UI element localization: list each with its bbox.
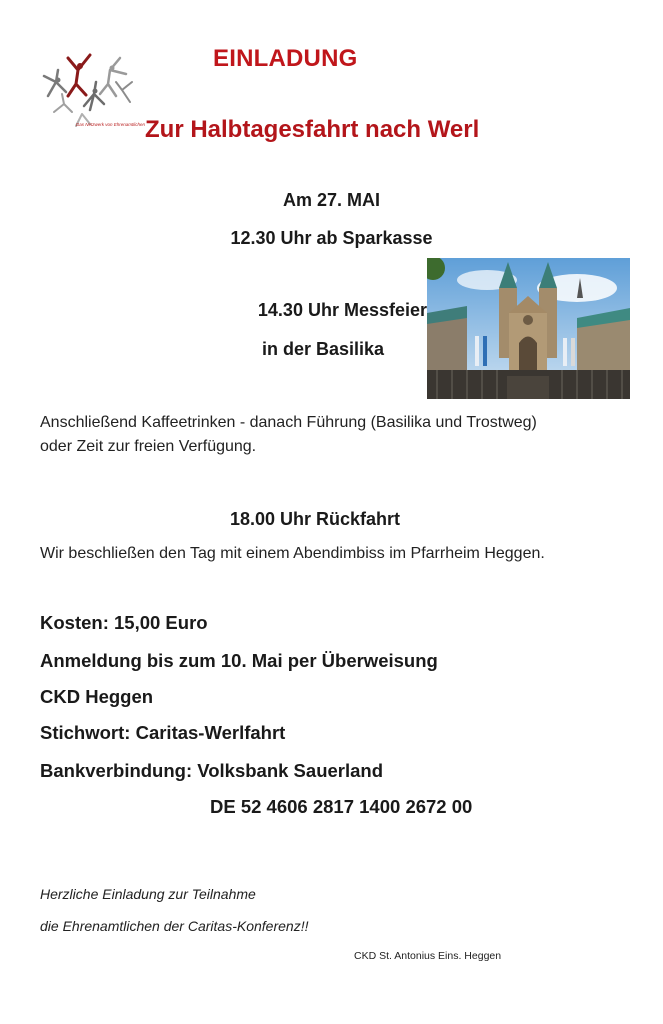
bank-connection: Bankverbindung: Volksbank Sauerland <box>40 760 384 781</box>
mass-time: 14.30 Uhr Messfeier <box>257 300 427 320</box>
closing-text: Wir beschließen den Tag mit einem Abendimbiss im Pfarrheim Heggen. <box>40 545 545 562</box>
mass-place: in der Basilika <box>262 339 385 359</box>
event-date: Am 27. MAI <box>282 190 381 210</box>
invitation-line-2: die Ehrenamtlichen der Caritas-Konferenz!! <box>40 918 309 934</box>
activities-line-2: oder Zeit zur freien Verfügung. <box>40 438 257 455</box>
footer-signature: CKD St. Antonius Eins. Heggen <box>354 950 502 962</box>
page-subtitle: Zur Halbtagesfahrt nach Werl <box>145 116 480 143</box>
logo-text: Das Netzwerk von Ehrenamtlichen <box>76 122 146 127</box>
payment-keyword: Stichwort: Caritas-Werlfahrt <box>40 722 286 743</box>
activities-line-1: Anschließend Kaffeetrinken - danach Führung (Basilika und Trostweg) <box>40 414 537 431</box>
recipient: CKD Heggen <box>40 686 154 707</box>
page-title: EINLADUNG <box>213 45 358 72</box>
departure-time: 12.30 Uhr ab Sparkasse <box>230 228 433 248</box>
costs: Kosten: 15,00 Euro <box>40 612 208 633</box>
iban: DE 52 4606 2817 1400 2672 00 <box>210 796 473 817</box>
return-time: 18.00 Uhr Rückfahrt <box>229 509 401 529</box>
invitation-line-1: Herzliche Einladung zur Teilnahme <box>40 886 256 902</box>
registration-deadline: Anmeldung bis zum 10. Mai per Überweisung <box>40 650 438 671</box>
basilica-photo <box>427 258 630 399</box>
